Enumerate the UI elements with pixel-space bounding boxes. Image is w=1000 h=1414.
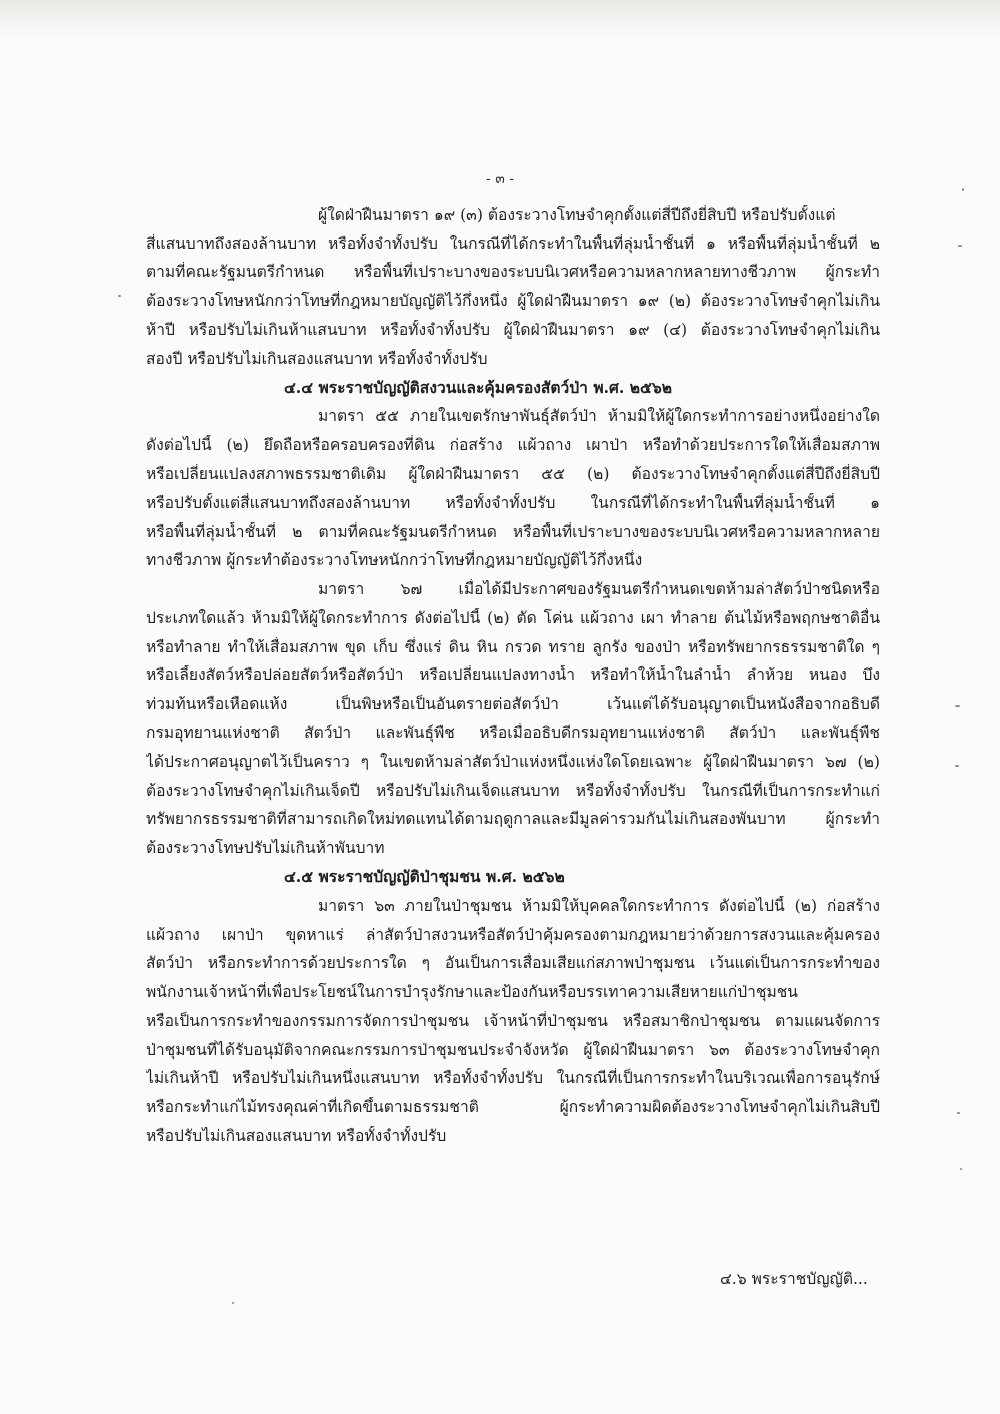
text-line: หรือกระทำแก่ไม้ทรงคุณค่าที่เกิดขึ้นตามธรรมชาติ ผู้กระทำความผิดต้องระวางโทษจำคุกไม่เกินสิบปี [146,1098,880,1116]
text-line: ต้องระวางโทษจำคุกไม่เกินเจ็ดปี หรือปรับไม่เกินเจ็ดแสนบาท หรือทั้งจำทั้งปรับ ในกรณีที่เป็นการกระทำแก่ [146,782,880,800]
text-line: ดังต่อไปนี้ (๒) ยึดถือหรือครอบครองที่ดิน ก่อสร้าง แผ้วถาง เผาป่า หรือทำด้วยประการใดให้เสื่อมสภาพ [146,436,880,454]
section-heading: ๔.๕ พระราชบัญญัติป่าชุมชน พ.ศ. ๒๕๖๒ [284,867,565,886]
text-line: ผู้ใดฝ่าฝืนมาตรา ๑๙ (๓) ต้องระวางโทษจำคุกตั้งแต่สี่ปีถึงยี่สิบปี หรือปรับตั้งแต่ [318,206,836,224]
text-line: หรือเลี้ยงสัตว์หรือปล่อยสัตว์หรือสัตว์ป่า หรือเปลี่ยนแปลงทางน้ำ หรือทำให้น้ำในลำน้ำ ลำห้วย หนอง บึง [146,666,880,684]
scan-speck [955,705,960,707]
text-line: หรือพื้นที่ลุ่มน้ำชั้นที่ ๒ ตามที่คณะรัฐมนตรีกำหนด หรือพื้นที่เปราะบางของระบบนิเวศหรือความหลากหลาย [146,523,880,541]
text-line: ทรัพยากรธรรมชาติที่สามารถเกิดใหม่ทดแทนได้ตามฤดูกาลและมีมูลค่ารวมกันไม่เกินสองพันบาท ผู้กระทำ [146,810,880,828]
text-line: มาตรา ๕๕ ภายในเขตรักษาพันธุ์สัตว์ป่า ห้ามมิให้ผู้ใดกระทำการอย่างหนึ่งอย่างใด [318,407,880,425]
text-line: ต้องระวางโทษหนักกว่าโทษที่กฎหมายบัญญัติไว้กึ่งหนึ่ง ผู้ใดฝ่าฝืนมาตรา ๑๙ (๒) ต้องระวางโทษจำคุกไม่เกิน [146,292,880,310]
section-heading: ๔.๔ พระราชบัญญัติสงวนและคุ้มครองสัตว์ป่า พ.ศ. ๒๕๖๒ [284,378,673,397]
text-line: ต้องระวางโทษปรับไม่เกินห้าพันบาท [146,839,385,857]
text-line: หรือทำลาย ทำให้เสื่อมสภาพ ขุด เก็บ ซึ่งแร่ ดิน หิน กรวด ทราย ลูกรัง ของป่า หรือทรัพยากรธรรมชาติใด ๆ [146,638,880,656]
text-line: มาตรา ๖๗ เมื่อได้มีประกาศของรัฐมนตรีกำหนดเขตห้ามล่าสัตว์ป่าชนิดหรือ [318,580,880,598]
scan-speck [955,765,959,767]
scan-edge-shadow [0,0,1000,38]
scan-speck [957,1112,960,1114]
scan-speck [960,1168,962,1170]
text-line: พนักงานเจ้าหน้าที่เพื่อประโยชน์ในการบำรุงรักษาและป้องกันหรือบรรเทาความเสียหายแก่ป่าชุมชน [146,983,798,1001]
text-line: สัตว์ป่า หรือกระทำการด้วยประการใด ๆ อันเป็นการเสื่อมเสียแก่สภาพป่าชุมชน เว้นแต่เป็นการกระทำของ [146,954,880,972]
text-line: ทางชีวภาพ ผู้กระทำต้องระวางโทษหนักกว่าโทษที่กฎหมายบัญญัติไว้กึ่งหนึ่ง [146,551,643,569]
text-line: สี่แสนบาทถึงสองล้านบาท หรือทั้งจำทั้งปรับ ในกรณีที่ได้กระทำในพื้นที่ลุ่มน้ำชั้นที่ ๑ หรือพื้นที่ลุ่มน้ำชั้นที่ ๒ [146,235,880,253]
scan-speck [962,188,964,191]
text-line: หรือปรับไม่เกินสองแสนบาท หรือทั้งจำทั้งปรับ [146,1127,447,1145]
text-line: หรือเปลี่ยนแปลงสภาพธรรมชาติเดิม ผู้ใดฝ่าฝืนมาตรา ๕๕ (๒) ต้องระวางโทษจำคุกตั้งแต่สี่ปีถึงยี่สิบปี [146,465,880,483]
text-line: หรือเป็นการกระทำของกรรมการจัดการป่าชุมชน เจ้าหน้าที่ป่าชุมชน หรือสมาชิกป่าชุมชน ตามแผนจัดการ [146,1012,880,1030]
scan-speck [958,245,962,247]
text-line: หรือปรับตั้งแต่สี่แสนบาทถึงสองล้านบาท หรือทั้งจำทั้งปรับ ในกรณีที่ได้กระทำในพื้นที่ลุ่มน้ำชั้นที่ ๑ [146,494,880,512]
text-line: ประเภทใดแล้ว ห้ามมิให้ผู้ใดกระทำการ ดังต่อไปนี้ (๒) ตัด โค่น แผ้วถาง เผา ทำลาย ต้นไม้หรือพฤกษชาติอื่น [146,609,880,627]
text-line: แผ้วถาง เผาป่า ขุดหาแร่ ล่าสัตว์ป่าสงวนหรือสัตว์ป่าคุ้มครองตามกฎหมายว่าด้วยการสงวนและคุ้มครอง [146,926,880,944]
text-line: ท่วมท้นหรือเหือดแห้ง เป็นพิษหรือเป็นอันตรายต่อสัตว์ป่า เว้นแต่ได้รับอนุญาตเป็นหนังสือจากอธิบดี [146,695,880,713]
scan-speck [118,295,121,297]
scan-speck [232,1302,234,1304]
text-line: มาตรา ๖๓ ภายในป่าชุมชน ห้ามมิให้บุคคลใดกระทำการ ดังต่อไปนี้ (๒) ก่อสร้าง [318,897,880,915]
text-line: ห้าปี หรือปรับไม่เกินห้าแสนบาท หรือทั้งจำทั้งปรับ ผู้ใดฝ่าฝืนมาตรา ๑๙ (๔) ต้องระวางโทษจำคุกไม่เกิน [146,321,880,339]
text-line: ป่าชุมชนที่ได้รับอนุมัติจากคณะกรรมการป่าชุมชนประจำจังหวัด ผู้ใดฝ่าฝืนมาตรา ๖๓ ต้องระวางโทษจำคุก [146,1041,880,1059]
page-number: - ๓ - [486,171,514,187]
text-line: กรมอุทยานแห่งชาติ สัตว์ป่า และพันธุ์พืช หรือเมื่ออธิบดีกรมอุทยานแห่งชาติ สัตว์ป่า และพันธุ์พืช [146,724,880,742]
text-line: ไม่เกินห้าปี หรือปรับไม่เกินหนึ่งแสนบาท หรือทั้งจำทั้งปรับ ในกรณีที่เป็นการกระทำในบริเวณเพื่อการอนุรักษ์ [146,1069,880,1087]
text-line: ตามที่คณะรัฐมนตรีกำหนด หรือพื้นที่เปราะบางของระบบนิเวศหรือความหลากหลายทางชีวภาพ ผู้กระทำ [146,263,880,281]
text-line: ได้ประกาศอนุญาตไว้เป็นคราว ๆ ในเขตห้ามล่าสัตว์ป่าแห่งหนึ่งแห่งใดโดยเฉพาะ ผู้ใดฝ่าฝืนมาตรา ๖๗ (๒) [146,753,880,771]
continuation-reference: ๔.๖ พระราชบัญญัติ... [720,1270,868,1288]
text-line: สองปี หรือปรับไม่เกินสองแสนบาท หรือทั้งจำทั้งปรับ [146,350,488,368]
